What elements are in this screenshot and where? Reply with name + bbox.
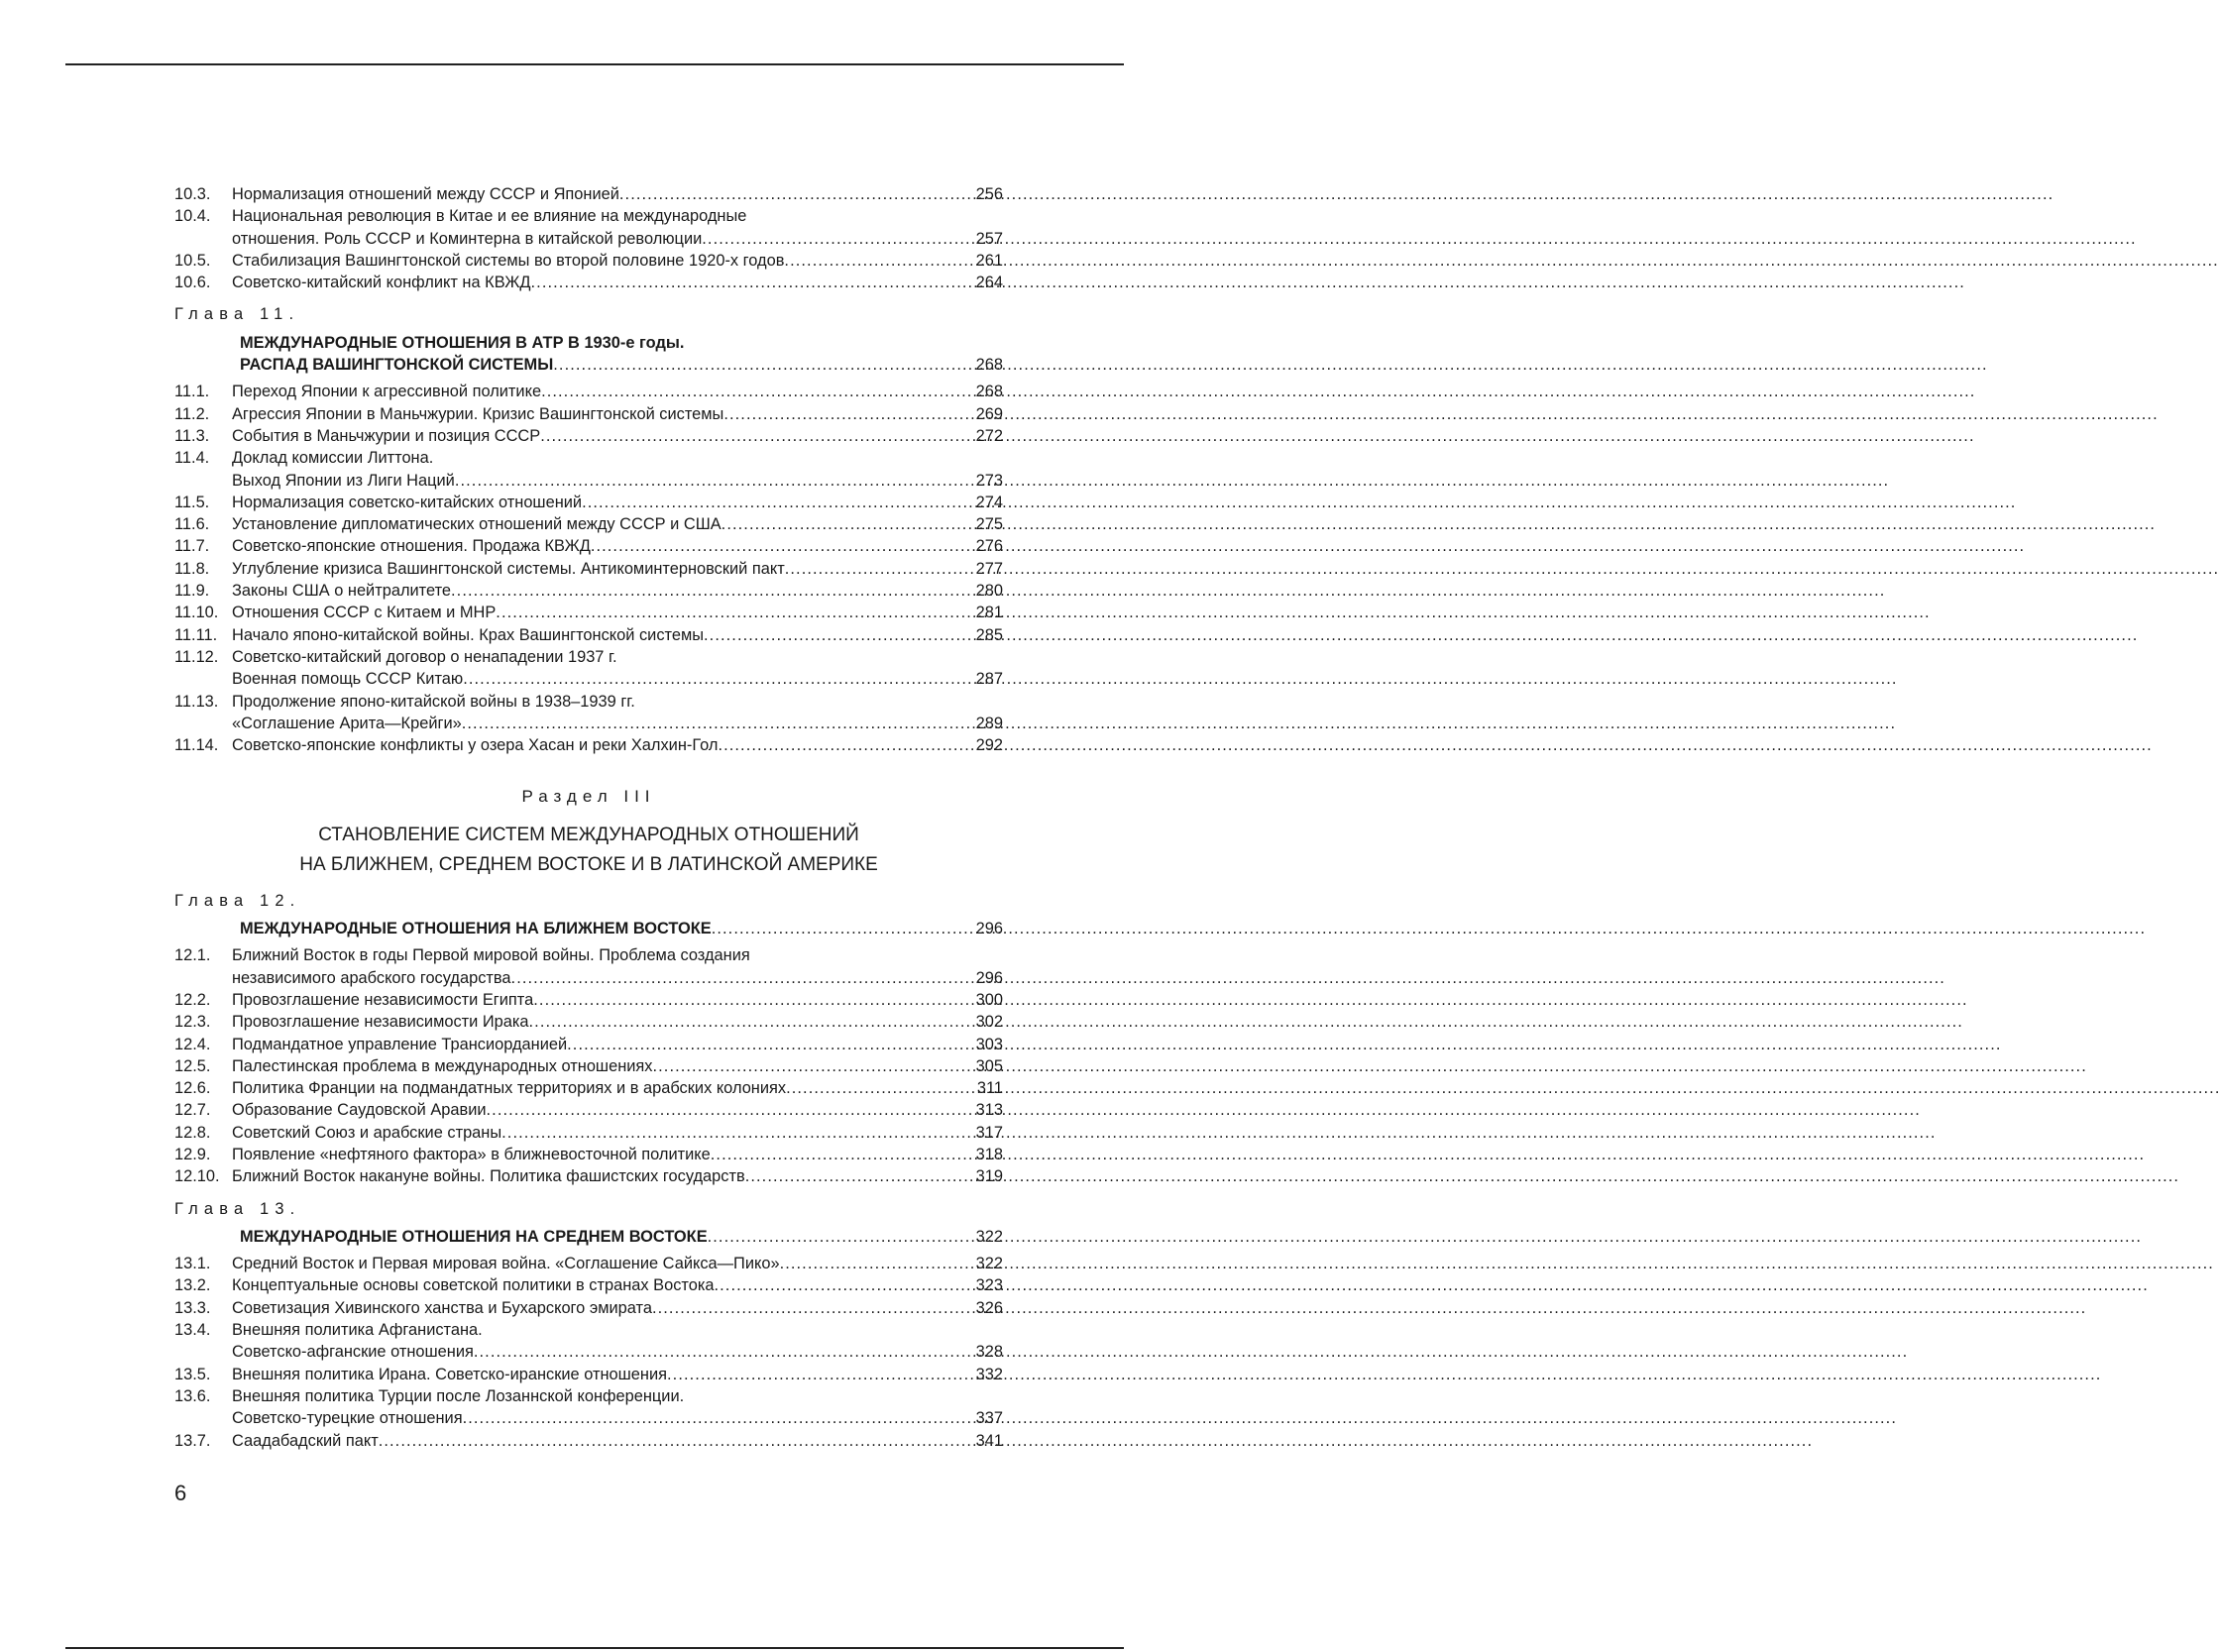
leader-dots: [652, 1297, 973, 1319]
toc-entry: [174, 1165, 1003, 1187]
toc-entry: [174, 1319, 1003, 1364]
leader-dots: [708, 1226, 973, 1248]
toc-entry-number: 10.4.: [174, 207, 211, 226]
leader-dots: [582, 492, 973, 513]
leader-dots: [463, 1407, 973, 1429]
toc-entry-page: 313: [975, 1101, 1003, 1120]
chapter-11-page: 268: [975, 356, 1003, 375]
toc-entry-number: 10.3.: [174, 185, 211, 203]
toc-entry-title-line: Провозглашение независимости Египта: [232, 990, 534, 1009]
toc-entry: [174, 646, 1003, 691]
leader-dots: [786, 1077, 974, 1099]
toc-entry-title-line: Политика Франции на подмандатных территориях и в арабских колониях: [232, 1079, 787, 1098]
toc-entry-number: 12.4.: [174, 1035, 211, 1053]
chapter-11-title-line-1: МЕЖДУНАРОДНЫЕ ОТНОШЕНИЯ В АТР В 1930-е годы.: [240, 333, 685, 352]
toc-entry-title-line: Средний Восток и Первая мировая война. «Соглашение Сайкса—Пико»: [232, 1255, 780, 1273]
chapter-13-title-text: МЕЖДУНАРОДНЫЕ ОТНОШЕНИЯ НА СРЕДНЕМ ВОСТОКЕ: [240, 1227, 708, 1246]
leader-dots: [533, 989, 972, 1011]
chapter-12-title-text: МЕЖДУНАРОДНЫЕ ОТНОШЕНИЯ НА БЛИЖНЕМ ВОСТОКЕ: [240, 920, 712, 938]
toc-entry-title-line: отношения. Роль СССР и Коминтерна в китайской революции: [232, 229, 703, 248]
toc-entry-page: 302: [975, 1013, 1003, 1032]
leader-dots: [529, 1011, 973, 1033]
toc-entry-title-line: Советско-турецкие отношения: [232, 1409, 463, 1428]
toc-entry: [174, 580, 1003, 602]
toc-entry-body: [232, 447, 1003, 492]
toc-entry-body: [232, 425, 1003, 447]
leader-dots: [531, 272, 973, 293]
toc-entry-number: 13.6.: [174, 1386, 211, 1405]
toc-entry-number: 13.7.: [174, 1431, 211, 1450]
toc-entry-body: [232, 646, 1003, 691]
toc-entry-body: [232, 272, 1003, 293]
toc-entry: [174, 1122, 1003, 1144]
toc-entry-body: [232, 1364, 1003, 1385]
toc-entry-title-line: Начало японо-китайской войны. Крах Вашингтонской системы: [232, 625, 705, 644]
toc-entry: [174, 1253, 1003, 1274]
toc-entry-body: [232, 1055, 1003, 1077]
leader-dots: [463, 668, 972, 690]
leader-dots: [553, 354, 972, 376]
toc-entry-number: 11.8.: [174, 559, 210, 578]
toc-entry: [174, 1034, 1003, 1055]
toc-entry-title-line: Продолжение японо-китайской войны в 1938–1939 гг.: [232, 692, 635, 711]
toc-entry-page: 275: [975, 515, 1003, 534]
toc-entry: [174, 1274, 1003, 1296]
toc-entry: [174, 447, 1003, 492]
section-3-title-line-1: СТАНОВЛЕНИЕ СИСТЕМ МЕЖДУНАРОДНЫХ ОТНОШЕНИЙ: [318, 824, 859, 845]
chapter-11-label: Глава 11.: [174, 305, 300, 324]
toc-entry-page: 317: [975, 1123, 1003, 1142]
toc-entry-body: [232, 1274, 1003, 1296]
toc-entry-page: 322: [975, 1255, 1003, 1273]
toc-group-chapter-13: [174, 1253, 1003, 1452]
toc-entry-number: 13.2.: [174, 1276, 211, 1295]
toc-entry: [174, 1077, 1003, 1099]
toc-entry: [174, 381, 1003, 402]
leader-dots: [704, 624, 973, 646]
toc-entry-page: 311: [976, 1079, 1003, 1098]
toc-entry-page: 296: [975, 968, 1003, 987]
toc-entry-body: [232, 691, 1003, 735]
toc-entry-number: 13.4.: [174, 1321, 211, 1340]
toc-entry: [174, 734, 1003, 756]
toc-entry-body: [232, 558, 1003, 580]
toc-entry-body: [232, 624, 1003, 646]
section-3-title-line-2: НА БЛИЖНЕМ, СРЕДНЕМ ВОСТОКЕ И В ЛАТИНСКОЙ АМЕРИКЕ: [299, 853, 878, 875]
toc-entry-number: 12.2.: [174, 990, 211, 1009]
toc-entry-number: 11.5.: [174, 493, 210, 511]
toc-entry-title-line: Нормализация советско-китайских отношений: [232, 493, 583, 511]
toc-entry-page: 272: [975, 426, 1003, 445]
toc-entry-body: [232, 1034, 1003, 1055]
toc-entry-title-line: Национальная революция в Китае и ее влияние на международные: [232, 207, 747, 226]
chapter-12-label: Глава 12.: [174, 891, 301, 910]
toc-entry-title-line: Образование Саудовской Аравии: [232, 1101, 487, 1120]
top-rule: [65, 63, 1124, 65]
toc-entry-number: 10.6.: [174, 274, 211, 292]
leader-dots: [745, 1165, 973, 1187]
leader-dots: [567, 1034, 973, 1055]
table-of-contents: [174, 183, 1003, 1452]
toc-entry-title-line: Советско-китайский конфликт на КВЖД: [232, 274, 531, 292]
section-3-title: [174, 821, 1003, 880]
toc-entry: [174, 425, 1003, 447]
toc-entry-page: 277: [975, 559, 1003, 578]
toc-entry-title-line: События в Маньчжурии и позиция СССР: [232, 426, 541, 445]
toc-entry-number: 13.5.: [174, 1365, 211, 1383]
toc-entry-page: 326: [975, 1298, 1003, 1317]
toc-entry-number: 10.5.: [174, 251, 211, 270]
toc-entry: [174, 1385, 1003, 1430]
toc-entry-body: [232, 1099, 1003, 1121]
toc-entry-number: 11.13.: [174, 692, 219, 711]
toc-entry: [174, 558, 1003, 580]
toc-entry-page: 328: [975, 1343, 1003, 1362]
toc-entry-body: [232, 1077, 1003, 1099]
toc-entry-number: 11.1.: [174, 383, 210, 401]
toc-entry: [174, 1297, 1003, 1319]
leader-dots: [455, 470, 973, 492]
chapter-11-title-line-2: РАСПАД ВАШИНГТОНСКОЙ СИСТЕМЫ: [240, 356, 554, 375]
chapter-13-page: 322: [975, 1227, 1003, 1246]
leader-dots: [474, 1341, 973, 1363]
toc-entry-title-line: Законы США о нейтралитете: [232, 582, 452, 601]
toc-entry-page: 268: [975, 383, 1003, 401]
leader-dots: [591, 535, 973, 557]
toc-entry-page: 256: [975, 185, 1003, 203]
toc-entry: [174, 624, 1003, 646]
leader-dots: [722, 513, 973, 535]
toc-entry-title-line: Внешняя политика Турции после Лозаннской конференции.: [232, 1386, 685, 1405]
toc-entry-title-line: Ближний Восток накануне войны. Политика фашистских государств: [232, 1167, 745, 1186]
chapter-12-page: 296: [975, 920, 1003, 938]
toc-entry-body: [232, 1253, 1003, 1274]
toc-entry-number: 11.9.: [174, 582, 210, 601]
bottom-rule: [65, 1647, 1124, 1649]
toc-entry-title-line: Саадабадский пакт: [232, 1431, 379, 1450]
toc-entry-page: 281: [975, 604, 1003, 622]
toc-entry-number: 12.6.: [174, 1079, 211, 1098]
toc-entry-title-line: Ближний Восток в годы Первой мировой войны. Проблема создания: [232, 946, 750, 965]
toc-entry-number: 11.4.: [174, 449, 210, 468]
toc-entry: [174, 272, 1003, 293]
toc-entry: [174, 1144, 1003, 1165]
toc-entry-title-line: Советско-афганские отношения: [232, 1343, 474, 1362]
toc-entry-title-line: Палестинская проблема в международных отношениях: [232, 1056, 653, 1075]
toc-entry-page: 341: [975, 1431, 1003, 1450]
toc-entry: [174, 1364, 1003, 1385]
leader-dots: [511, 967, 973, 989]
toc-entry-title-line: Концептуальные основы советской политики в странах Востока: [232, 1276, 715, 1295]
toc-entry-page: 280: [975, 582, 1003, 601]
toc-entry-number: 11.10.: [174, 604, 219, 622]
toc-entry: [174, 535, 1003, 557]
toc-entry: [174, 944, 1003, 989]
toc-group-chapter-11: [174, 381, 1003, 756]
toc-entry-page: 319: [975, 1167, 1003, 1186]
leader-dots: [451, 580, 973, 602]
toc-entry: [174, 250, 1003, 272]
toc-entry-body: [232, 580, 1003, 602]
toc-entry-number: 11.2.: [174, 404, 210, 423]
page-number: 6: [174, 1481, 187, 1505]
toc-entry-body: [232, 492, 1003, 513]
toc-entry-title-line: Установление дипломатических отношений между СССР и США: [232, 515, 722, 534]
toc-entry-body: [232, 989, 1003, 1011]
leader-dots: [711, 1144, 973, 1165]
toc-entry: [174, 1011, 1003, 1033]
toc-entry-number: 11.3.: [174, 426, 210, 445]
section-3-label: Раздел III: [521, 787, 656, 807]
toc-entry-page: 303: [975, 1035, 1003, 1053]
toc-entry-title-line: Военная помощь СССР Китаю: [232, 670, 464, 689]
toc-entry-number: 12.7.: [174, 1101, 211, 1120]
toc-entry-title-line: Советский Союз и арабские страны: [232, 1123, 502, 1142]
toc-entry-title-line: Советско-китайский договор о ненападении 1937 г.: [232, 647, 617, 666]
toc-entry-number: 12.8.: [174, 1123, 211, 1142]
toc-entry: [174, 403, 1003, 425]
toc-entry: [174, 1099, 1003, 1121]
toc-entry: [174, 513, 1003, 535]
leader-dots: [780, 1253, 973, 1274]
toc-entry-body: [232, 381, 1003, 402]
toc-entry-page: 287: [975, 670, 1003, 689]
toc-entry: [174, 602, 1003, 623]
leader-dots: [379, 1430, 973, 1452]
toc-entry-title-line: Нормализация отношений между СССР и Японией: [232, 185, 619, 203]
toc-entry-body: [232, 183, 1003, 205]
leader-dots: [718, 734, 972, 756]
toc-entry: [174, 492, 1003, 513]
toc-entry-title-line: Провозглашение независимости Ирака: [232, 1013, 529, 1032]
toc-entry-title-line: Переход Японии к агрессивной политике: [232, 383, 542, 401]
leader-dots: [540, 425, 972, 447]
toc-entry-page: 289: [975, 714, 1003, 732]
toc-entry-title-line: «Соглашение Арита—Крейги»: [232, 714, 462, 732]
leader-dots: [784, 250, 972, 272]
toc-entry-body: [232, 1122, 1003, 1144]
chapter-13-label: Глава 13.: [174, 1199, 301, 1218]
toc-entry-body: [232, 944, 1003, 989]
toc-entry: [174, 205, 1003, 250]
toc-entry-number: 12.3.: [174, 1013, 211, 1032]
toc-entry-number: 11.12.: [174, 647, 219, 666]
toc-entry-title-line: независимого арабского государства: [232, 968, 511, 987]
toc-entry-number: 12.1.: [174, 946, 211, 965]
toc-entry-page: 257: [975, 229, 1003, 248]
toc-entry-body: [232, 205, 1003, 250]
toc-entry-title-line: Отношения СССР с Китаем и МНР: [232, 604, 497, 622]
leader-dots: [723, 403, 972, 425]
toc-entry-page: 273: [975, 471, 1003, 490]
leader-dots: [487, 1099, 973, 1121]
toc-entry: [174, 691, 1003, 735]
toc-entry-title-line: Выход Японии из Лиги Наций: [232, 471, 455, 490]
toc-entry-number: 11.11.: [174, 625, 218, 644]
toc-entry: [174, 1055, 1003, 1077]
leader-dots: [667, 1364, 973, 1385]
toc-entry-title-line: Советизация Хивинского ханства и Бухарского эмирата: [232, 1298, 652, 1317]
leader-dots: [462, 713, 973, 734]
toc-entry-title-line: Доклад комиссии Литтона.: [232, 449, 434, 468]
toc-entry-body: [232, 1144, 1003, 1165]
toc-entry-title-line: Появление «нефтяного фактора» в ближневосточной политике: [232, 1145, 711, 1163]
leader-dots: [541, 381, 973, 402]
leader-dots: [785, 558, 973, 580]
leader-dots: [496, 602, 972, 623]
toc-entry-page: 305: [975, 1056, 1003, 1075]
toc-entry-page: 332: [975, 1365, 1003, 1383]
toc-entry-body: [232, 1430, 1003, 1452]
leader-dots: [619, 183, 973, 205]
leader-dots: [702, 228, 972, 250]
toc-entry-page: 318: [975, 1145, 1003, 1163]
toc-entry-page: 274: [975, 493, 1003, 511]
toc-entry-page: 261: [975, 251, 1003, 270]
toc-entry-body: [232, 602, 1003, 623]
toc-entry-number: 11.6.: [174, 515, 210, 534]
toc-entry-body: [232, 513, 1003, 535]
leader-dots: [501, 1122, 973, 1144]
toc-entry-body: [232, 1319, 1003, 1364]
toc-entry-number: 11.14.: [174, 736, 219, 755]
chapter-11-title: [240, 332, 1003, 377]
chapter-12-title: [240, 918, 1003, 939]
chapter-13-title: [240, 1226, 1003, 1248]
toc-entry: [174, 989, 1003, 1011]
toc-entry-page: 285: [975, 625, 1003, 644]
toc-entry-page: 292: [975, 736, 1003, 755]
leader-dots: [712, 918, 973, 939]
toc-entry-body: [232, 250, 1003, 272]
leader-dots: [714, 1274, 972, 1296]
toc-entry-title-line: Агрессия Японии в Маньчжурии. Кризис Вашингтонской системы: [232, 404, 724, 423]
toc-entry-body: [232, 1165, 1003, 1187]
toc-entry-body: [232, 1011, 1003, 1033]
toc-entry: [174, 183, 1003, 205]
toc-entry-number: 13.1.: [174, 1255, 211, 1273]
toc-group-chapter-12: [174, 944, 1003, 1187]
toc-entry-number: 11.7.: [174, 537, 210, 556]
toc-entry-title-line: Внешняя политика Афганистана.: [232, 1321, 483, 1340]
toc-entry-page: 269: [975, 404, 1003, 423]
toc-entry: [174, 1430, 1003, 1452]
toc-entry-page: 323: [975, 1276, 1003, 1295]
toc-entry-body: [232, 1297, 1003, 1319]
leader-dots: [652, 1055, 972, 1077]
toc-entry-title-line: Советско-японские отношения. Продажа КВЖД: [232, 537, 591, 556]
toc-entry-title-line: Внешняя политика Ирана. Советско-иранские отношения: [232, 1365, 668, 1383]
toc-entry-number: 12.5.: [174, 1056, 211, 1075]
toc-entry-page: 300: [975, 990, 1003, 1009]
toc-entry-page: 264: [975, 274, 1003, 292]
toc-entry-page: 276: [975, 537, 1003, 556]
toc-entry-number: 13.3.: [174, 1298, 211, 1317]
toc-entry-number: 12.10.: [174, 1167, 220, 1186]
toc-entry-title-line: Советско-японские конфликты у озера Хасан и реки Халхин-Гол: [232, 736, 719, 755]
toc-entry-body: [232, 734, 1003, 756]
toc-entry-title-line: Углубление кризиса Вашингтонской системы. Антикоминтерновский пакт: [232, 559, 785, 578]
toc-entry-title-line: Подмандатное управление Трансиорданией: [232, 1035, 568, 1053]
toc-entry-body: [232, 1385, 1003, 1430]
toc-entry-number: 12.9.: [174, 1145, 211, 1163]
toc-entry-title-line: Стабилизация Вашингтонской системы во второй половине 1920-х годов: [232, 251, 785, 270]
toc-entry-body: [232, 403, 1003, 425]
toc-group-chapter-10: [174, 183, 1003, 293]
toc-entry-body: [232, 535, 1003, 557]
toc-entry-page: 337: [975, 1409, 1003, 1428]
